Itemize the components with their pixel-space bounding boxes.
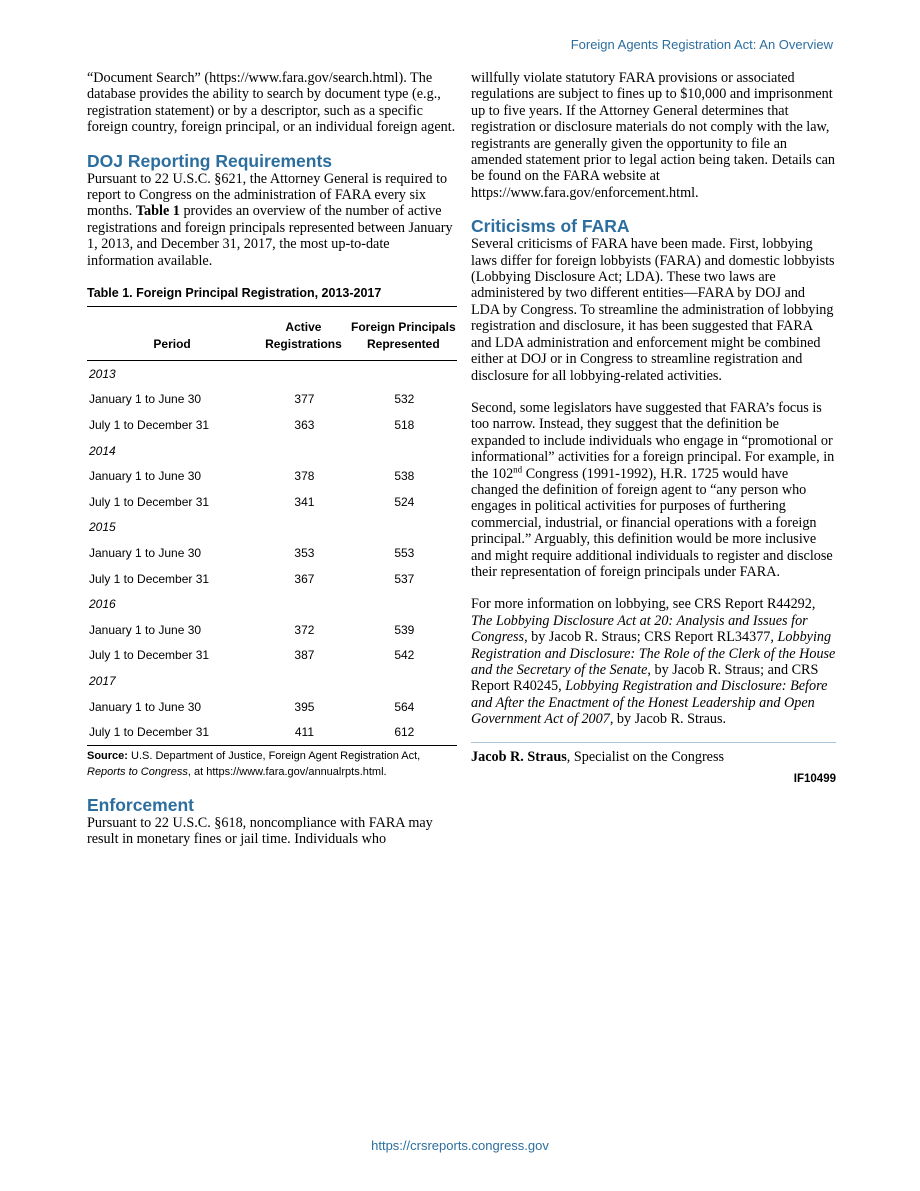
more-text-2: , by Jacob R. Straus; CRS Report RL34377, — [524, 629, 778, 646]
foreign-cell: 542 — [394, 648, 415, 663]
table-row — [87, 617, 457, 643]
enforcement-continued-paragraph: willfully violate statutory FARA provisions or associated regulations are subject to fines up to $10,000 and imprisonment up to five years. If the Attorney General determines that registration or disclosure materials do not comply with the law, registrants are generally given the opportunity to file an amended statement prior to legal action being taken. Details can be found on the FARA website at https://www.fara.gov/enforcement.html. — [471, 70, 836, 201]
active-cell: 367 — [294, 571, 315, 586]
foreign-cell: 538 — [394, 469, 415, 484]
table-title: Table 1. Foreign Principal Registration, 2013-2017 — [87, 286, 457, 307]
source-text: U.S. Department of Justice, Foreign Agent Registration Act, — [127, 749, 421, 762]
period-cell: January 1 to June 30 — [89, 622, 202, 637]
year-row — [87, 668, 457, 694]
active-cell: 353 — [294, 546, 315, 561]
source-url: , at https://www.fara.gov/annualrpts.html. — [187, 765, 387, 778]
foreign-cell: 537 — [394, 571, 415, 586]
table-row — [87, 540, 457, 566]
year-row — [87, 438, 457, 464]
period-cell: July 1 to December 31 — [89, 725, 210, 740]
table-row — [87, 694, 457, 720]
more-information-paragraph — [471, 596, 836, 727]
table-reference: Table 1 — [135, 203, 180, 220]
table-row — [87, 412, 457, 438]
period-cell: January 1 to June 30 — [89, 546, 202, 561]
author-divider — [471, 742, 836, 743]
header-foreign-principals: Foreign Principals Represented — [350, 319, 457, 361]
foreign-cell: 518 — [394, 418, 415, 433]
more-text-3: , by Jacob R. Straus; and CRS Report R40245, — [471, 662, 819, 695]
active-cell: 378 — [294, 469, 315, 484]
report-title-1: The Lobbying Disclosure Act at 20: Analysis and Issues for Congress — [471, 612, 808, 646]
year-label: 2015 — [89, 520, 116, 535]
report-id: IF10499 — [793, 773, 836, 786]
doj-paragraph — [87, 171, 457, 269]
active-cell: 395 — [294, 699, 315, 714]
active-cell: 341 — [294, 494, 315, 509]
enforcement-heading: Enforcement — [87, 794, 194, 815]
table-row — [87, 463, 457, 489]
period-cell: January 1 to June 30 — [89, 469, 202, 484]
table-row — [87, 387, 457, 413]
foreign-cell: 564 — [394, 699, 415, 714]
enforcement-paragraph: Pursuant to 22 U.S.C. §618, noncompliance with FARA may result in monetary fines or jail time. Individuals who — [87, 814, 433, 848]
registration-table — [87, 307, 457, 745]
period-cell: January 1 to June 30 — [89, 392, 202, 407]
ordinal-superscript: nd — [513, 463, 523, 474]
table-source-note — [87, 745, 457, 780]
year-label: 2017 — [89, 673, 116, 688]
author-title: , Specialist on the Congress — [566, 748, 725, 765]
year-row — [87, 591, 457, 617]
foreign-cell: 612 — [394, 725, 415, 740]
table-row — [87, 643, 457, 669]
intro-paragraph: “Document Search” (https://www.fara.gov/search.html). The database provides the ability to search by document type (e.g., registration statement) or by a descriptor, such as a specific foreign country, foreign principal, or an individual foreign agent. — [87, 70, 456, 136]
active-cell: 411 — [294, 725, 314, 740]
criticisms-paragraph-2 — [471, 400, 836, 580]
criticisms-paragraph-1: Several criticisms of FARA have been made. First, lobbying laws differ for foreign lobbyists (FARA) and domestic lobbyists (Lobbying Disclosure Act; LDA). These two laws are administered by two different entities—FARA by DOJ and LDA by Congress. To streamline the administration of lobbying registration and disclosure, it has been suggested that FARA and LDA administration and enforcement might be combined either at DOJ or in Congress to streamline registration and disclosure for all lobbying-related activities. — [471, 236, 835, 384]
active-cell: 372 — [294, 622, 315, 637]
more-text-4: , by Jacob R. Straus. — [609, 711, 727, 728]
year-label: 2013 — [89, 366, 116, 381]
year-label: 2014 — [89, 443, 116, 458]
active-cell: 387 — [294, 648, 315, 663]
header-active-registrations: Active Registrations — [257, 319, 350, 361]
year-label: 2016 — [89, 597, 116, 612]
foreign-cell: 553 — [394, 546, 415, 561]
report-title-3: Lobbying Registration and Disclosure: Before and After the Enactment of the Honest Leadership and Open Government Act of 2007 — [471, 678, 828, 728]
period-cell: July 1 to December 31 — [89, 648, 210, 663]
doj-text-b: provides an overview of the number of active registrations and foreign principals represented between January 1, 2013, and December 31, 2017, the most up-to-date information available. — [87, 203, 453, 269]
author-line — [471, 749, 836, 765]
foreign-cell: 532 — [394, 392, 415, 407]
more-text-1: For more information on lobbying, see CRS Report R44292, — [471, 596, 816, 613]
period-cell: July 1 to December 31 — [89, 494, 210, 509]
foreign-cell: 539 — [394, 622, 415, 637]
year-row — [87, 515, 457, 541]
year-row — [87, 361, 457, 387]
active-cell: 377 — [294, 392, 315, 407]
active-cell: 363 — [294, 418, 315, 433]
period-cell: January 1 to June 30 — [89, 699, 202, 714]
table-row — [87, 719, 457, 745]
doj-text-a: Pursuant to 22 U.S.C. §621, the Attorney General is required to report to Congress on the administration of FARA every six months. — [87, 170, 448, 220]
table-row — [87, 489, 457, 515]
footer-url[interactable]: https://crsreports.congress.gov — [371, 1138, 549, 1153]
report-title-2: Lobbying Registration and Disclosure: The Role of the Clerk of the House and the Secretary of the Senate — [471, 629, 836, 678]
header-period: Period — [87, 319, 257, 361]
running-header: Foreign Agents Registration Act: An Overview — [570, 37, 833, 52]
period-cell: July 1 to December 31 — [89, 418, 210, 433]
period-cell: July 1 to December 31 — [89, 571, 210, 586]
left-column — [87, 70, 457, 848]
author-name: Jacob R. Straus — [471, 748, 567, 765]
doj-reporting-heading: DOJ Reporting Requirements — [87, 150, 333, 171]
foreign-cell: 524 — [394, 494, 415, 509]
criticisms-text-a: Second, some legislators have suggested that FARA’s focus is too narrow. Instead, they suggest that the definition be expanded to include individuals who engage in “promotional or informational” activities for a foreign principal. For example, in the 102 — [471, 399, 835, 482]
criticisms-heading: Criticisms of FARA — [471, 216, 630, 237]
table-row — [87, 566, 457, 592]
criticisms-text-b: Congress (1991-1992), H.R. 1725 would have changed the definition of foreign agent to “any person who engages in political activities for purposes of furthering commercial, industrial, or financial operations with a foreign principal.” Arguably, this definition would be more inclusive and might require additional individuals to register and disclose their representation of foreign principals under FARA. — [471, 465, 833, 580]
source-label: Source: — [87, 749, 128, 762]
right-column — [471, 70, 836, 785]
source-italic: Reports to Congress — [87, 765, 188, 778]
